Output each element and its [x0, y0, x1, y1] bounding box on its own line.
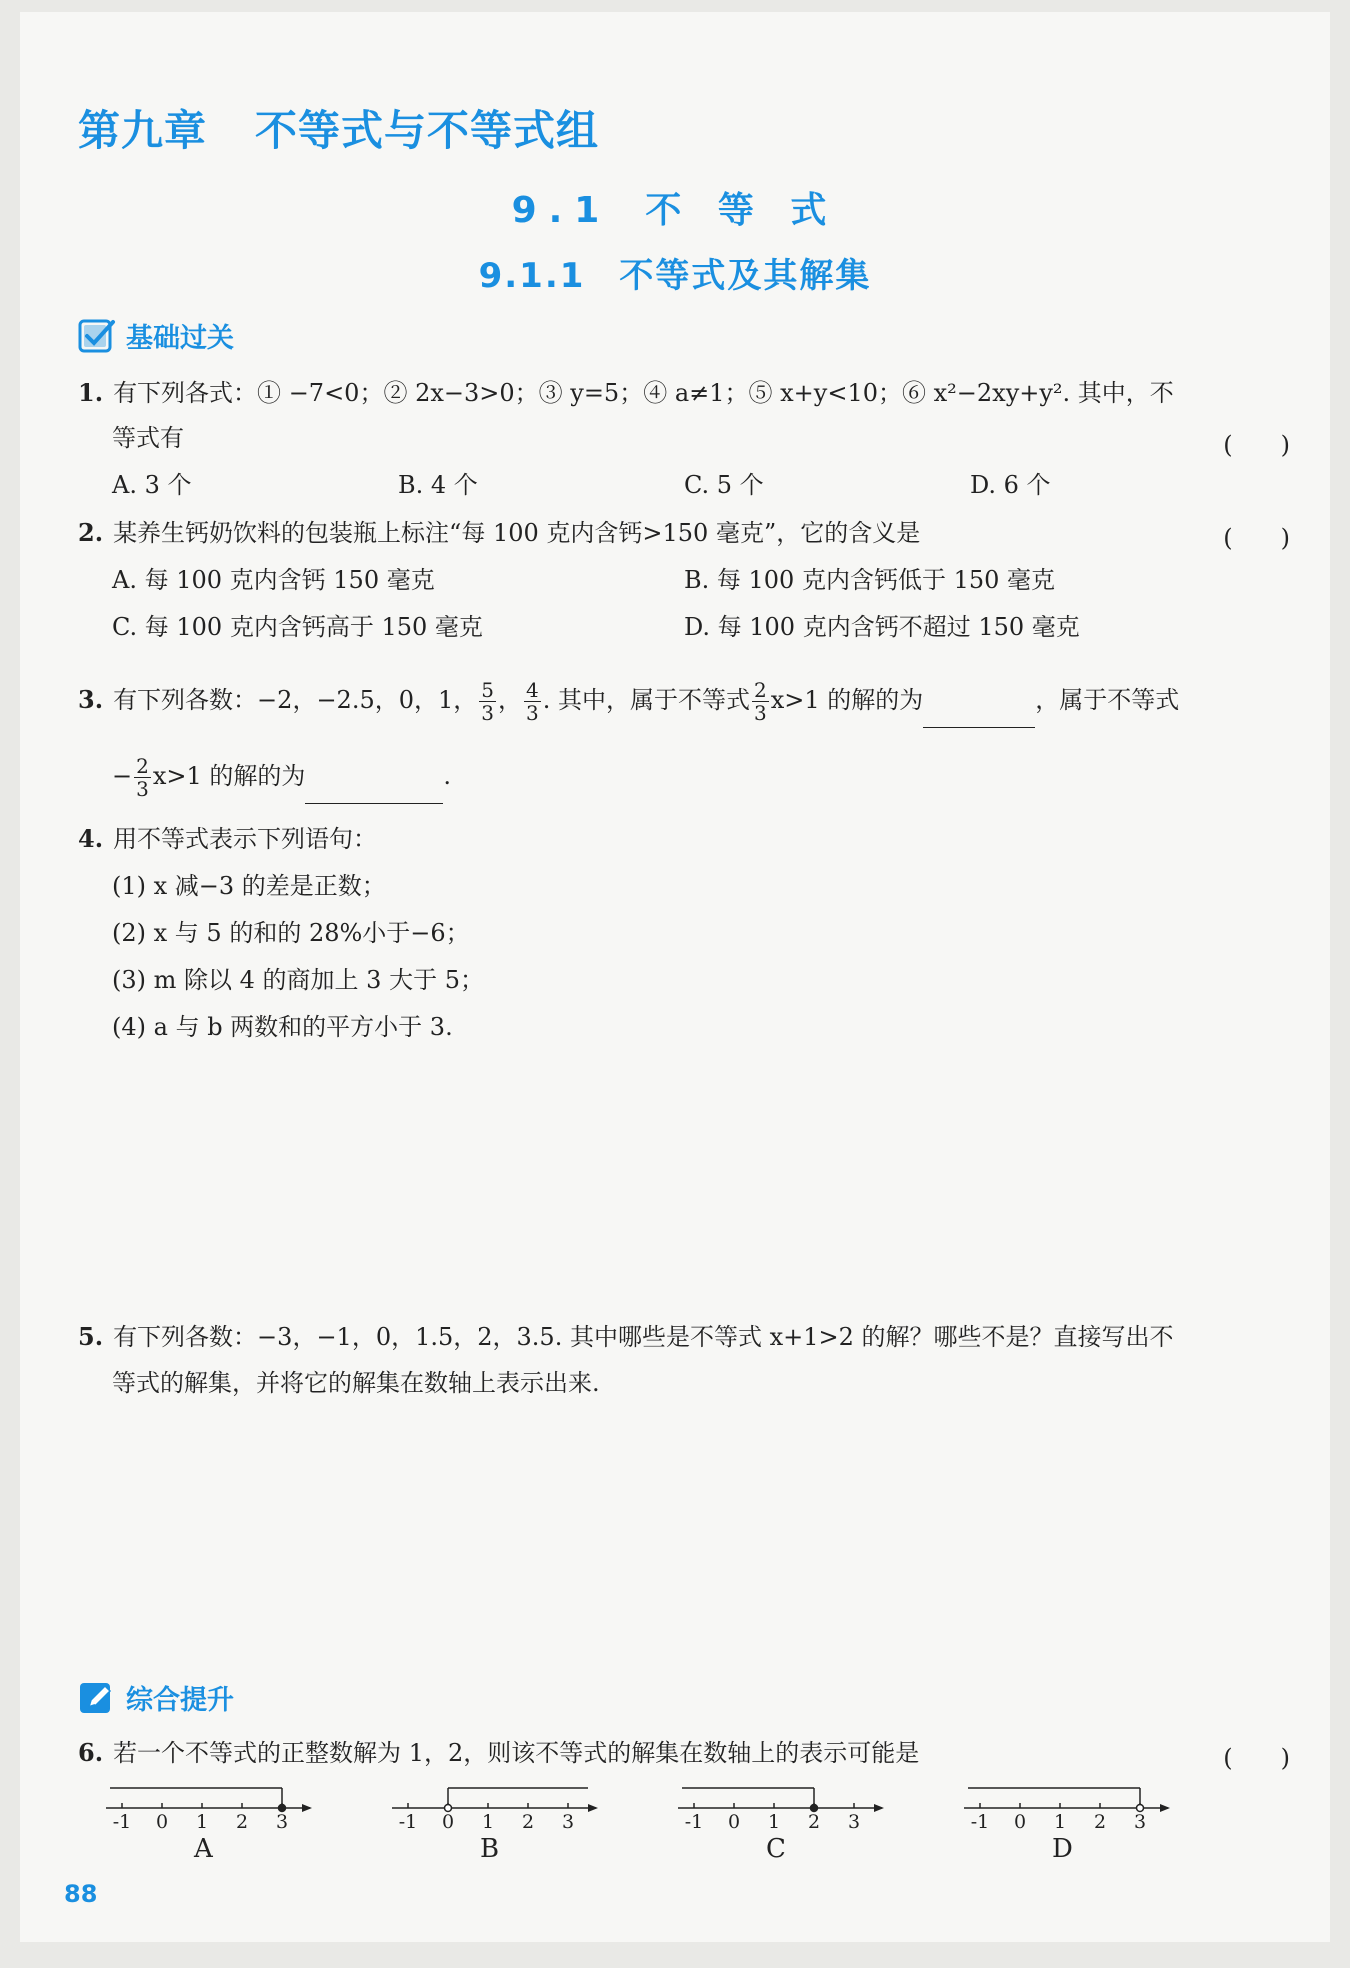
frac-num: 2	[136, 754, 149, 778]
tick-label: 2	[1093, 1811, 1107, 1830]
fraction-4-3	[524, 679, 541, 724]
q3-inequality2: x>1 的解的为	[152, 762, 306, 790]
q1-option-a: A. 3 个	[112, 471, 192, 499]
q3-lead: 有下列各数：−2，−2.5，0，1，	[113, 686, 478, 714]
q6-answer-paren: ( )	[1223, 1744, 1290, 1772]
frac-num: 5	[481, 678, 494, 702]
tick-label: 1	[481, 1811, 495, 1830]
tick-label: 3	[1133, 1811, 1147, 1830]
chapter-number: 第九章	[78, 106, 208, 155]
q3-number: 3.	[78, 685, 104, 714]
q2-answer-paren: ( )	[1223, 524, 1290, 552]
q4-stem-text: 用不等式表示下列语句：	[113, 825, 378, 853]
q3-separator: ，	[498, 686, 522, 714]
q5-stem-line1	[78, 1322, 1174, 1352]
q3-answer-blank-2[interactable]	[305, 777, 443, 804]
chapter-name: 不等式与不等式组	[255, 106, 600, 155]
q2-stem	[78, 518, 920, 548]
axis-arrow	[302, 1804, 312, 1812]
tick-label: -1	[112, 1811, 132, 1830]
tick-label: 2	[235, 1811, 249, 1830]
tick-label: 1	[195, 1811, 209, 1830]
fraction-2-3	[134, 755, 151, 800]
chapter-title	[78, 98, 599, 158]
tick-label: 3	[847, 1811, 861, 1830]
q5-stem-b: 等式的解集，并将它的解集在数轴上表示出来.	[112, 1369, 600, 1397]
subsection-title	[20, 248, 1330, 297]
option-label-C: C	[766, 1834, 786, 1864]
q2-number: 2.	[78, 518, 104, 547]
solution-endpoint	[445, 1805, 452, 1812]
q1-answer-paren: ( )	[1223, 431, 1290, 459]
fraction-2-3	[752, 679, 769, 724]
page	[20, 12, 1330, 1942]
number-line-C	[678, 1770, 888, 1830]
q2-option-b: B. 每 100 克内含钙低于 150 毫克	[684, 566, 1056, 594]
frac-den: 3	[481, 701, 494, 725]
advanced-heading-label: 综合提升	[126, 1685, 234, 1716]
tick-label: 3	[275, 1811, 289, 1830]
q1-option-c: C. 5 个	[684, 471, 764, 499]
q3-answer-blank-1[interactable]	[923, 701, 1035, 728]
tick-label: 1	[1053, 1811, 1067, 1830]
frac-num: 4	[526, 678, 539, 702]
q2-stem-text: 某养生钙奶饮料的包装瓶上标注“每 100 克内含钙>150 毫克”，它的含义是	[113, 519, 921, 547]
q2-option-d: D. 每 100 克内含钙不超过 150 毫克	[684, 613, 1080, 641]
basics-heading-label: 基础过关	[126, 323, 234, 354]
q3-inequality1: x>1 的解的为	[770, 686, 924, 714]
number-line-B	[392, 1770, 602, 1830]
tick-label: -1	[398, 1811, 418, 1830]
fraction-5-3	[479, 679, 496, 724]
frac-num: 2	[754, 678, 767, 702]
q1-option-b: B. 4 个	[398, 471, 478, 499]
checkbox-icon	[78, 317, 116, 355]
q4-item-3: (3) m 除以 4 的商加上 3 大于 5；	[112, 966, 484, 994]
frac-den: 3	[136, 777, 149, 801]
tick-label: -1	[970, 1811, 990, 1830]
tick-label: 2	[807, 1811, 821, 1830]
frac-den: 3	[754, 701, 767, 725]
axis-arrow	[588, 1804, 598, 1812]
advanced-heading	[78, 1678, 234, 1717]
subsection-number: 9.1.1	[478, 256, 586, 296]
q3-minus: −	[112, 762, 133, 790]
q4-item-2: (2) x 与 5 的和的 28%小于−6；	[112, 919, 470, 947]
q4-number: 4.	[78, 824, 104, 853]
axis-arrow	[874, 1804, 884, 1812]
q3-end: .	[443, 762, 452, 790]
solution-endpoint	[279, 1805, 286, 1812]
axis-arrow	[1160, 1804, 1170, 1812]
q3-line1	[78, 672, 1179, 728]
number-line-D	[964, 1770, 1174, 1830]
q6-stem-text: 若一个不等式的正整数解为 1，2，则该不等式的解集在数轴上的表示可能是	[113, 1739, 920, 1767]
pencil-edit-icon	[78, 1679, 116, 1717]
q4-item-4: (4) a 与 b 两数和的平方小于 3.	[112, 1013, 453, 1041]
solution-endpoint	[811, 1805, 818, 1812]
option-label-B: B	[480, 1834, 500, 1864]
tick-label: 0	[155, 1811, 169, 1830]
q4-item-1: (1) x 减−3 的差是正数；	[112, 872, 386, 900]
number-line-A	[106, 1770, 316, 1830]
option-label-D: D	[1052, 1834, 1073, 1864]
q1-option-d: D. 6 个	[970, 471, 1051, 499]
q5-stem-a: 有下列各数：−3，−1，0，1.5，2，3.5. 其中哪些是不等式 x+1>2 的解？哪些不是？直接写出不	[113, 1323, 1174, 1351]
q1-stem-line1	[78, 378, 1174, 408]
tick-label: 0	[727, 1811, 741, 1830]
section-name: 不 等 式	[645, 190, 839, 231]
q5-number: 5.	[78, 1322, 104, 1351]
tick-label: -1	[684, 1811, 704, 1830]
tick-label: 3	[561, 1811, 575, 1830]
q1-stem-a: 有下列各式：① −7<0；② 2x−3>0；③ y=5；④ a≠1；⑤ x+y<10；⑥ x²−2xy+y². 其中，不	[113, 379, 1174, 407]
q2-option-a: A. 每 100 克内含钙 150 毫克	[112, 566, 435, 594]
solution-endpoint	[1137, 1805, 1144, 1812]
page-number: 88	[64, 1880, 98, 1908]
q1-stem-b: 等式有	[112, 424, 184, 452]
q4-stem	[78, 824, 377, 854]
tick-label: 1	[767, 1811, 781, 1830]
section-number: 9.1	[511, 190, 612, 231]
q2-option-c: C. 每 100 克内含钙高于 150 毫克	[112, 613, 483, 641]
q3-mid: . 其中，属于不等式	[542, 686, 750, 714]
subsection-name: 不等式及其解集	[619, 256, 872, 296]
q3-line2	[112, 748, 451, 804]
q3-tail: ，属于不等式	[1035, 686, 1180, 714]
q6-number: 6.	[78, 1738, 104, 1767]
q1-number: 1.	[78, 378, 104, 407]
tick-label: 0	[1013, 1811, 1027, 1830]
tick-label: 0	[441, 1811, 455, 1830]
section-title	[20, 182, 1330, 233]
option-label-A: A	[194, 1834, 213, 1864]
tick-label: 2	[521, 1811, 535, 1830]
frac-den: 3	[526, 701, 539, 725]
basics-heading	[78, 316, 234, 355]
q6-stem	[78, 1738, 919, 1768]
